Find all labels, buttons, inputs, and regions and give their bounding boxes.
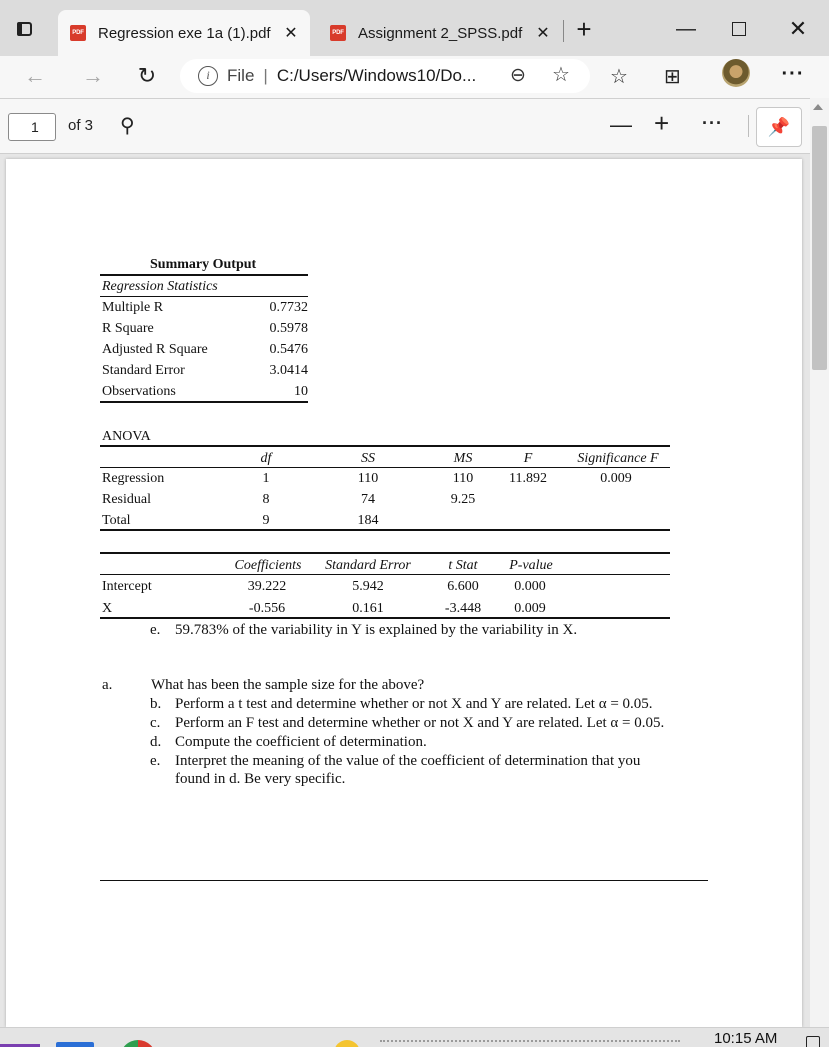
coef-row-label: Intercept — [102, 579, 152, 594]
anova-cell: 8 — [262, 492, 270, 507]
anova-row-label: Residual — [102, 492, 151, 507]
tab-actions-icon[interactable] — [14, 20, 34, 38]
coef-cell: 0.000 — [514, 579, 546, 594]
add-favorite-icon[interactable]: ☆ — [552, 64, 570, 86]
collections-icon[interactable]: ⊞ — [664, 66, 681, 88]
tab-divider — [563, 20, 564, 42]
url-divider: | — [263, 66, 268, 85]
coef-cell: 0.161 — [352, 601, 384, 616]
note-marker: e. — [150, 622, 161, 638]
address-bar — [0, 56, 829, 98]
question-text: Perform an F test and determine whether or not X and Y are related. Let α = 0.05. — [175, 715, 665, 731]
stat-value: 0.5476 — [269, 342, 308, 357]
question-marker: c. — [150, 715, 161, 731]
question-marker: a. — [102, 677, 113, 693]
rule — [100, 467, 670, 468]
pdf-file-icon: PDF — [330, 25, 346, 41]
anova-cell: 184 — [357, 513, 379, 528]
tab-bar — [0, 0, 829, 56]
page-count: of 3 — [68, 117, 94, 134]
minimize-icon[interactable]: — — [676, 18, 696, 40]
page-number-input[interactable]: 1 — [8, 113, 56, 141]
pdf-file-icon: PDF — [70, 25, 86, 41]
anova-header: df — [260, 451, 272, 466]
url-text: C:/Users/Windows10/Do... — [276, 66, 477, 85]
search-icon[interactable]: ⚲ — [120, 115, 135, 137]
rule — [100, 529, 670, 531]
anova-cell: 9 — [262, 513, 270, 528]
anova-cell: 11.892 — [509, 471, 547, 486]
tab-title: Assignment 2_SPSS.pdf — [358, 24, 523, 42]
anova-row-label: Regression — [102, 471, 165, 486]
stat-label: R Square — [102, 321, 154, 336]
anova-header: F — [523, 451, 533, 466]
summary-title: Summary Output — [150, 257, 257, 272]
regression-statistics-heading: Regression Statistics — [102, 279, 218, 294]
coef-cell: 6.600 — [447, 579, 479, 594]
word-icon[interactable] — [56, 1042, 94, 1047]
rule — [100, 552, 670, 554]
clock[interactable]: 10:15 AM — [714, 1030, 778, 1047]
chrome-icon[interactable] — [120, 1040, 156, 1047]
scrollbar-thumb[interactable] — [812, 126, 827, 370]
anova-cell: 110 — [452, 471, 474, 486]
zoom-icon[interactable]: ⊖ — [510, 65, 526, 86]
pdf-page — [6, 159, 802, 1027]
rule — [100, 574, 670, 575]
favorites-icon[interactable]: ☆ — [610, 66, 628, 88]
coef-cell: 39.222 — [247, 579, 287, 594]
question-text: Compute the coefficient of determination. — [175, 734, 427, 750]
url-scheme: File — [227, 66, 255, 85]
system-tray-icons[interactable] — [380, 1040, 680, 1044]
note-text: 59.783% of the variability in Y is explained by the variability in X. — [175, 622, 578, 638]
anova-header: SS — [361, 451, 375, 466]
new-tab-icon[interactable]: + — [576, 14, 592, 44]
close-tab-icon[interactable]: ✕ — [284, 25, 298, 42]
question-text: found in d. Be very specific. — [175, 771, 346, 787]
anova-cell: 110 — [357, 471, 379, 486]
rule — [100, 274, 308, 276]
back-icon[interactable]: ← — [24, 63, 46, 88]
question-marker: d. — [150, 734, 162, 750]
anova-header: Significance F — [577, 451, 659, 466]
forward-icon[interactable]: → — [82, 63, 104, 88]
tab-assignment-pdf[interactable] — [318, 10, 562, 56]
coef-cell: -0.556 — [248, 601, 286, 616]
stat-value: 0.5978 — [269, 321, 308, 336]
rule — [100, 445, 670, 447]
anova-cell: 1 — [262, 471, 270, 486]
stat-value: 3.0414 — [269, 363, 308, 378]
close-tab-icon[interactable]: ✕ — [536, 25, 550, 42]
stat-value: 0.7732 — [269, 300, 308, 315]
zoom-in-icon[interactable]: + — [654, 108, 670, 138]
coef-cell: 5.942 — [352, 579, 384, 594]
profile-avatar[interactable] — [722, 59, 750, 87]
question-text: Interpret the meaning of the value of the coefficient of determination that you — [175, 753, 641, 769]
scroll-up-icon[interactable] — [813, 104, 823, 110]
weather-icon[interactable] — [334, 1040, 360, 1047]
coef-header: t Stat — [448, 558, 478, 573]
anova-cell: 9.25 — [450, 492, 476, 507]
window-close-icon[interactable]: ✕ — [788, 16, 808, 41]
anova-header: MS — [453, 451, 473, 466]
tab-title: Regression exe 1a (1).pdf — [98, 24, 271, 42]
question-marker: b. — [150, 696, 162, 712]
taskbar — [0, 1027, 829, 1047]
rule — [100, 880, 708, 881]
url-field[interactable] — [180, 59, 590, 93]
coef-header: Coefficients — [234, 558, 302, 573]
pin-toolbar-icon[interactable]: 📌 — [756, 107, 802, 147]
maximize-icon[interactable] — [732, 22, 746, 36]
settings-more-icon[interactable]: ··· — [781, 63, 805, 85]
anova-cell: 74 — [361, 492, 375, 507]
stat-value: 10 — [294, 384, 308, 399]
zoom-out-icon[interactable]: — — [610, 112, 632, 137]
question-text: What has been the sample size for the above? — [151, 677, 425, 693]
anova-cell: 0.009 — [600, 471, 632, 486]
pdf-toolbar — [0, 98, 829, 154]
rule — [100, 401, 308, 403]
coef-header: P-value — [509, 558, 553, 573]
coef-row-label: X — [102, 601, 113, 616]
info-icon[interactable]: i — [198, 66, 218, 86]
toolbar-divider — [748, 115, 749, 137]
question-marker: e. — [150, 753, 161, 769]
coef-header: Standard Error — [325, 558, 411, 573]
more-tools-icon[interactable]: ··· — [702, 113, 723, 133]
stat-label: Adjusted R Square — [102, 342, 208, 357]
notification-icon[interactable] — [806, 1036, 820, 1047]
stat-label: Standard Error — [102, 363, 185, 378]
anova-title: ANOVA — [102, 429, 151, 444]
coef-cell: 0.009 — [514, 601, 546, 616]
tab-regression-pdf[interactable] — [58, 10, 310, 56]
question-text: Perform a t test and determine whether or not X and Y are related. Let α = 0.05. — [175, 696, 653, 712]
stat-label: Observations — [102, 384, 176, 399]
anova-row-label: Total — [102, 513, 131, 528]
rule — [100, 296, 308, 297]
rule — [100, 617, 670, 619]
stat-label: Multiple R — [102, 300, 164, 315]
coef-cell: -3.448 — [444, 601, 482, 616]
refresh-icon[interactable]: ↻ — [137, 63, 157, 88]
